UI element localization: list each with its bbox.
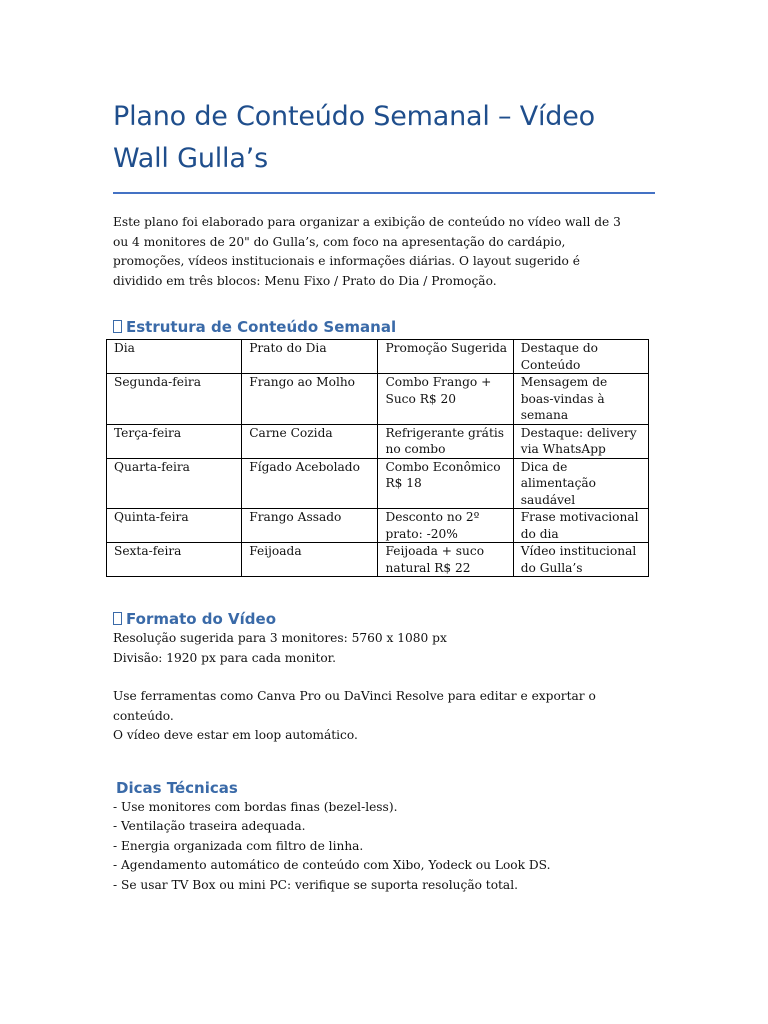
title-line-2: Wall Gulla’s — [113, 143, 268, 174]
format-heading — [113, 609, 655, 629]
format-line: Resolução sugerida para 3 monitores: 5760 x 1080 px — [113, 631, 447, 645]
weekly-content-table — [106, 339, 649, 577]
table-cell: Sexta-feira — [107, 543, 242, 577]
paragraph-gap — [113, 668, 655, 687]
table-cell: Refrigerante grátis no combo — [378, 424, 513, 458]
table-cell: Carne Cozida — [242, 424, 378, 458]
tips-heading: Dicas Técnicas — [116, 778, 238, 797]
table-header-row — [107, 340, 649, 374]
table-cell: Feijoada + suco natural R$ 22 — [378, 543, 513, 577]
format-section — [113, 629, 655, 746]
format-heading-text: Formato do Vídeo — [126, 610, 277, 628]
table-cell: Quinta-feira — [107, 509, 242, 543]
table-row — [107, 458, 649, 509]
intro-paragraph: Este plano foi elaborado para organizar a exibição de conteúdo no vídeo wall de 3 ou 4 monitores de 20" do Gulla’s, com foco na apresentação do cardápio, promoções, vídeos institucionais e informações diárias. O layout sugerido é dividido em três blocos: Menu Fixo / Prato do Dia / Promoção. — [113, 215, 621, 288]
document-title — [113, 96, 655, 180]
missing-glyph-icon — [113, 320, 122, 333]
table-cell: Destaque: delivery via WhatsApp — [513, 424, 648, 458]
table-cell: Mensagem de boas-vindas à semana — [513, 374, 648, 425]
format-line: Divisão: 1920 px para cada monitor. — [113, 650, 337, 665]
table-cell: Frase motivacional do dia — [513, 509, 648, 543]
table-cell: Terça-feira — [107, 424, 242, 458]
format-line: Use ferramentas como Canva Pro ou DaVinci Resolve para editar e exportar o conteúdo. — [113, 689, 596, 723]
table-row — [107, 509, 649, 543]
table-cell: Combo Frango + Suco R$ 20 — [378, 374, 513, 425]
table-cell: Fígado Acebolado — [242, 458, 378, 509]
list-item: - Agendamento automático de conteúdo com Xibo, Yodeck ou Look DS. — [113, 858, 551, 872]
table-header-cell: Promoção Sugerida — [378, 340, 513, 374]
table-cell: Dica de alimentação saudável — [513, 458, 648, 509]
table-header-cell: Destaque do Conteúdo — [513, 340, 648, 374]
document-page — [113, 96, 655, 895]
list-item: - Energia organizada com filtro de linha. — [113, 838, 364, 853]
table-cell: Quarta-feira — [107, 458, 242, 509]
table-header-cell: Dia — [107, 340, 242, 374]
list-item: - Ventilação traseira adequada. — [113, 819, 306, 833]
table-cell: Vídeo institucional do Gulla’s — [513, 543, 648, 577]
format-line: O vídeo deve estar em loop automático. — [113, 728, 358, 742]
table-header-cell: Prato do Dia — [242, 340, 378, 374]
table-cell: Segunda-feira — [107, 374, 242, 425]
structure-heading-text: Estrutura de Conteúdo Semanal — [126, 318, 397, 336]
table-cell: Frango Assado — [242, 509, 378, 543]
table-cell: Desconto no 2º prato: -20% — [378, 509, 513, 543]
table-row — [107, 424, 649, 458]
table-cell: Combo Econômico R$ 18 — [378, 458, 513, 509]
structure-heading — [113, 317, 655, 337]
table-cell: Frango ao Molho — [242, 374, 378, 425]
table-row — [107, 543, 649, 577]
missing-glyph-icon — [113, 612, 122, 625]
title-line-1: Plano de Conteúdo Semanal – Vídeo — [113, 101, 595, 132]
tips-list — [113, 798, 655, 896]
title-underline — [113, 192, 655, 194]
list-item: - Use monitores com bordas finas (bezel-less). — [113, 799, 398, 814]
list-item: - Se usar TV Box ou mini PC: verifique se suporta resolução total. — [113, 877, 518, 892]
table-cell: Feijoada — [242, 543, 378, 577]
table-row — [107, 374, 649, 425]
